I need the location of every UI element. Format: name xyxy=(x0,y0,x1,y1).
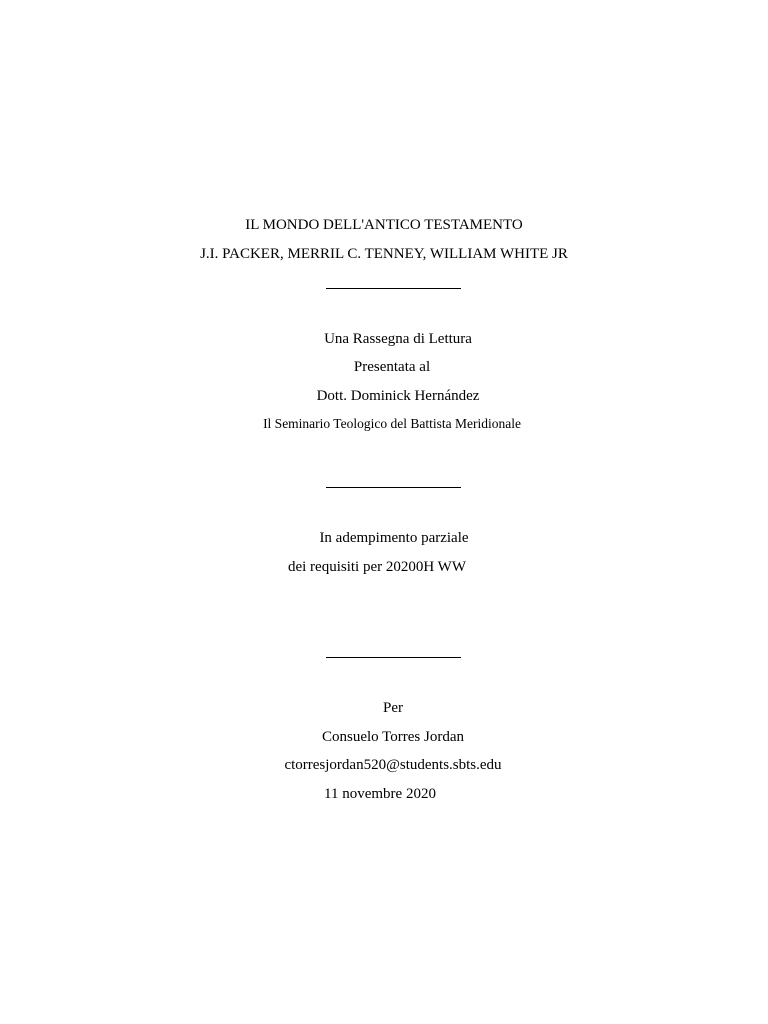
student-email: ctorresjordan520@students.sbts.edu xyxy=(284,757,502,773)
fulfillment-line-2: dei requisiti per 20200H WW xyxy=(287,559,466,575)
submission-date: 11 novembre 2020 xyxy=(324,786,436,802)
fulfillment-line-1: In adempimento parziale xyxy=(319,530,469,546)
divider-rule-2 xyxy=(326,487,461,488)
document-title: IL MONDO DELL'ANTICO TESTAMENTO xyxy=(245,217,523,233)
by-label: Per xyxy=(383,700,403,716)
book-authors: J.I. PACKER, MERRIL C. TENNEY, WILLIAM WHITE JR xyxy=(200,246,568,262)
review-type: Una Rassegna di Lettura xyxy=(324,331,472,347)
student-name: Consuelo Torres Jordan xyxy=(322,729,464,745)
presented-to-label: Presentata al xyxy=(353,359,431,375)
professor-name: Dott. Dominick Hernández xyxy=(316,388,480,404)
divider-rule-3 xyxy=(326,657,461,658)
seminary-name: Il Seminario Teologico del Battista Meridionale xyxy=(263,416,521,431)
divider-rule-1 xyxy=(326,288,461,289)
